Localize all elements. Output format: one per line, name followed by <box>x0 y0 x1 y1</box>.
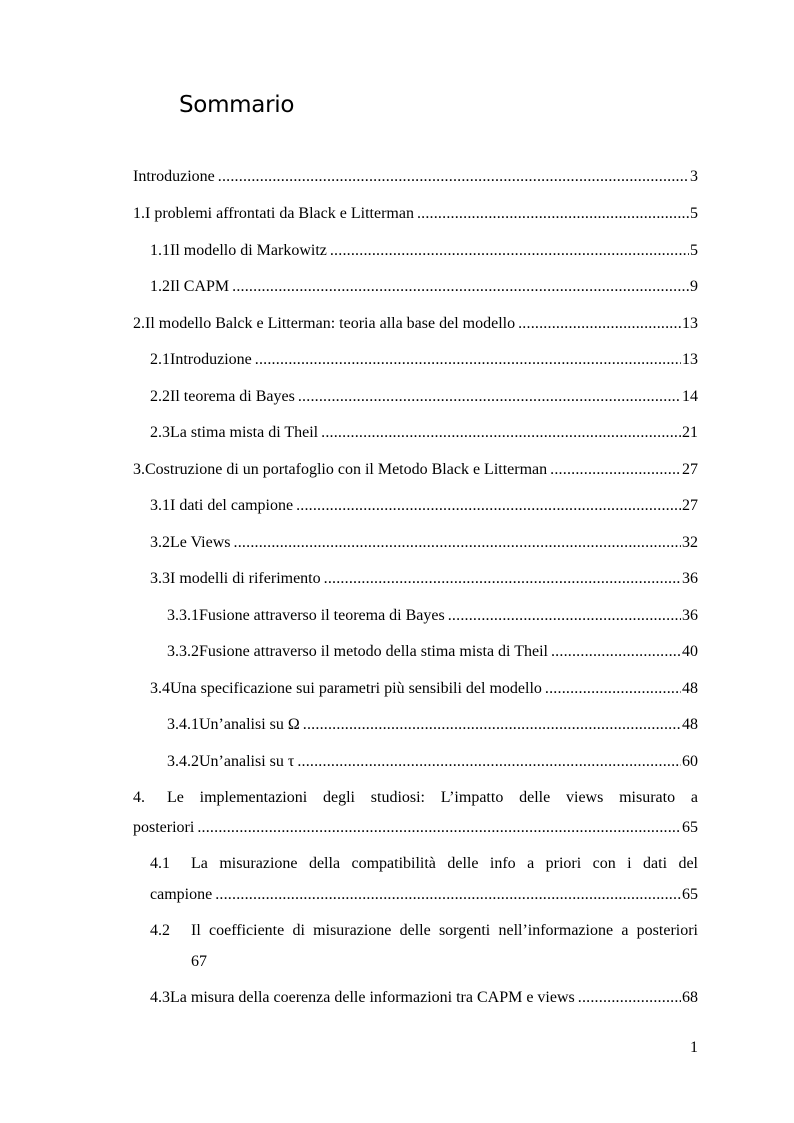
toc-entry-number: 1.1 <box>150 242 170 259</box>
toc-entry-title: Costruzione di un portafoglio con il Metodo Black e Litterman <box>145 461 548 478</box>
toc-entry-title: Introduzione <box>133 168 215 185</box>
leader-dots <box>197 817 681 839</box>
toc-entry-3-1[interactable] <box>150 495 698 517</box>
toc-entry-title: Il coefficiente di misurazione delle sorgenti nell’informazione a posteriori <box>191 922 698 939</box>
leader-dots <box>303 714 681 736</box>
toc-entry-number: 4.2 <box>150 922 170 939</box>
toc-entry-title: Il CAPM <box>170 278 230 295</box>
toc-entry-page: 48 <box>682 680 698 697</box>
leader-dots <box>215 884 681 906</box>
leader-dots <box>578 987 681 1009</box>
toc-entry-title: La stima mista di Theil <box>170 424 319 441</box>
leader-dots <box>324 568 681 590</box>
toc-entry-3-2[interactable] <box>150 532 698 554</box>
toc-entry-2-3[interactable] <box>150 422 698 444</box>
toc-entry-title: Un’analisi su Ω <box>199 716 300 733</box>
page-title: Sommario <box>179 92 295 118</box>
toc-entry-3[interactable] <box>133 459 698 481</box>
toc-entry-number: 1. <box>133 205 145 222</box>
toc-entry-title: Le implementazioni degli studiosi: L’impatto delle views misurato a <box>167 789 698 806</box>
toc-entry-title-continued: campione <box>150 886 213 903</box>
toc-entry-page: 27 <box>682 461 698 478</box>
toc-entry-number: 3.3.2 <box>167 643 199 660</box>
toc-entry-number: 3.3 <box>150 570 170 587</box>
leader-dots <box>232 276 689 298</box>
toc-entry-page: 32 <box>682 534 698 551</box>
leader-dots <box>448 605 681 627</box>
toc-entry-2-1[interactable] <box>150 349 698 371</box>
toc-entry-page: 40 <box>682 643 698 660</box>
toc-entry-page: 65 <box>682 886 698 903</box>
toc-entry-3-3-1[interactable] <box>167 605 698 627</box>
toc-entry-title: Le Views <box>170 534 231 551</box>
toc-entry-number: 4. <box>133 789 145 806</box>
toc-entry-4-line2[interactable] <box>133 817 698 839</box>
leader-dots <box>297 751 681 773</box>
toc-entry-page: 13 <box>682 351 698 368</box>
toc-entry-title: I dati del campione <box>170 497 294 514</box>
toc-entry-4-3[interactable] <box>150 987 698 1009</box>
leader-dots <box>330 240 689 262</box>
toc-entry-number: 2.1 <box>150 351 170 368</box>
toc-entry-title: I modelli di riferimento <box>170 570 321 587</box>
toc-entry-page: 36 <box>682 570 698 587</box>
toc-entry-3-4-1[interactable] <box>167 714 698 736</box>
leader-dots <box>296 495 681 517</box>
toc-entry-number: 3. <box>133 461 145 478</box>
toc-entry-page: 36 <box>682 607 698 624</box>
toc-entry-4-2-line1[interactable] <box>150 920 698 942</box>
toc-entry-number: 2.3 <box>150 424 170 441</box>
toc-entry-page: 27 <box>682 497 698 514</box>
toc-entry-number: 2. <box>133 315 145 332</box>
leader-dots <box>234 532 681 554</box>
toc-entry-page: 5 <box>690 205 698 222</box>
leader-dots <box>417 203 689 225</box>
toc-entry-number: 3.3.1 <box>167 607 199 624</box>
toc-entry-4-1-line2[interactable] <box>150 884 698 906</box>
toc-entry-2-2[interactable] <box>150 386 698 408</box>
toc-entry-3-3-2[interactable] <box>167 641 698 663</box>
toc-entry-title: Fusione attraverso il metodo della stima mista di Theil <box>199 643 548 660</box>
toc-entry-1[interactable] <box>133 203 698 225</box>
toc-entry-title: Un’analisi su τ <box>199 753 295 770</box>
toc-entry-title: I problemi affrontati da Black e Litterman <box>145 205 414 222</box>
toc-entry-title: Il teorema di Bayes <box>170 388 295 405</box>
toc-entry-1-2[interactable] <box>150 276 698 298</box>
toc-entry-page: 48 <box>682 716 698 733</box>
toc-entry-number: 1.2 <box>150 278 170 295</box>
toc-entry-page: 68 <box>682 989 698 1006</box>
toc-entry-3-4[interactable] <box>150 678 698 700</box>
toc-entry-page: 9 <box>690 278 698 295</box>
toc-entry-page: 13 <box>682 315 698 332</box>
toc-entry-page: 60 <box>682 753 698 770</box>
toc-entry-title: La misurazione della compatibilità delle info a priori con i dati del <box>191 855 698 872</box>
toc-entry-number: 3.4 <box>150 680 170 697</box>
toc-entry-title: Una specificazione sui parametri più sensibili del modello <box>170 680 542 697</box>
toc-entry-number: 2.2 <box>150 388 170 405</box>
toc-entry-page: 14 <box>682 388 698 405</box>
toc-entry-introduzione[interactable] <box>133 166 698 188</box>
toc-entry-page: 21 <box>682 424 698 441</box>
toc-entry-4-line1[interactable] <box>133 787 698 809</box>
toc-entry-number: 4.1 <box>150 855 170 872</box>
toc-entry-title: Il modello di Markowitz <box>170 242 327 259</box>
toc-entry-4-1-line1[interactable] <box>150 853 698 875</box>
leader-dots <box>518 313 681 335</box>
toc-entry-2[interactable] <box>133 313 698 335</box>
toc-entry-number: 3.4.2 <box>167 753 199 770</box>
leader-dots <box>255 349 681 371</box>
toc-entry-number: 3.4.1 <box>167 716 199 733</box>
leader-dots <box>218 166 689 188</box>
leader-dots <box>321 422 681 444</box>
toc-entry-3-3[interactable] <box>150 568 698 590</box>
leader-dots <box>551 641 681 663</box>
toc-entry-title: Introduzione <box>170 351 252 368</box>
toc-entry-number: 3.2 <box>150 534 170 551</box>
toc-entry-3-4-2[interactable] <box>167 751 698 773</box>
leader-dots <box>545 678 681 700</box>
toc-entry-title: Il modello Balck e Litterman: teoria alla base del modello <box>145 315 516 332</box>
toc-entry-page: 3 <box>690 168 698 185</box>
toc-entry-title: Fusione attraverso il teorema di Bayes <box>199 607 445 624</box>
toc-entry-title: La misura della coerenza delle informazioni tra CAPM e views <box>170 989 575 1006</box>
page-number: 1 <box>690 1039 698 1056</box>
toc-entry-page[interactable]: 67 <box>191 953 207 970</box>
toc-entry-page: 65 <box>682 819 698 836</box>
leader-dots <box>298 386 681 408</box>
toc-entry-number: 4.3 <box>150 989 170 1006</box>
toc-entry-1-1[interactable] <box>150 240 698 262</box>
toc-entry-page: 5 <box>690 242 698 259</box>
leader-dots <box>550 459 681 481</box>
toc-entry-title-continued: posteriori <box>133 819 195 836</box>
toc-entry-number: 3.1 <box>150 497 170 514</box>
